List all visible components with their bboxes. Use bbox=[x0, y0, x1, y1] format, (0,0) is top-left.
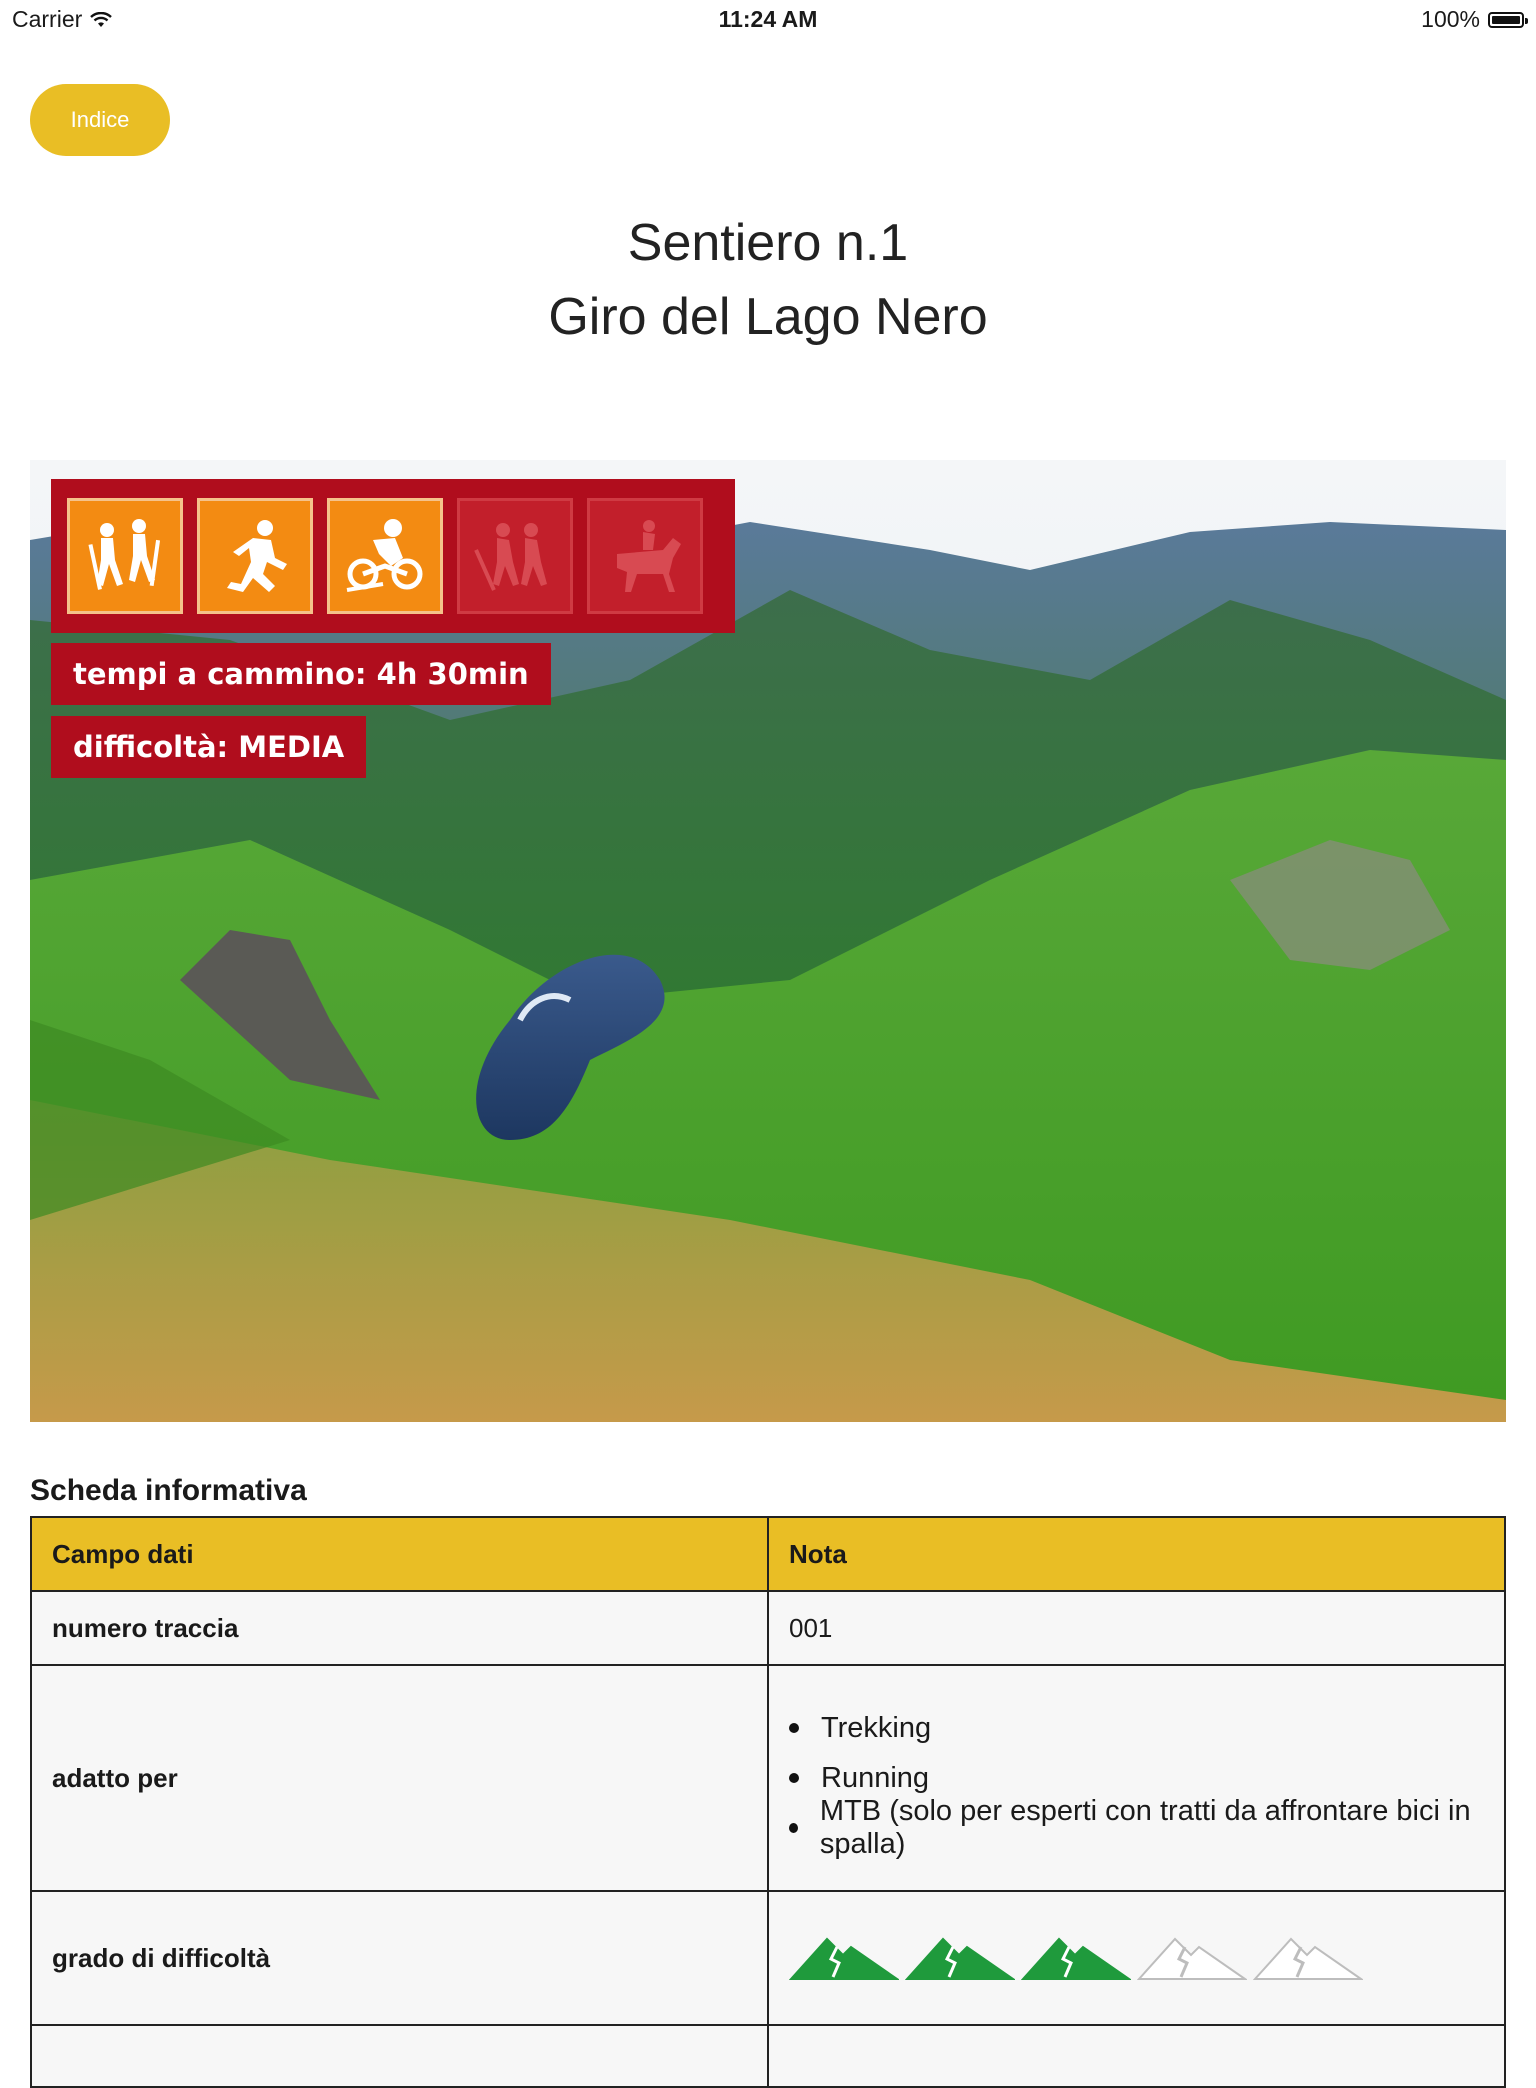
hikers-icon bbox=[67, 498, 183, 614]
trail-number: Sentiero n.1 bbox=[627, 214, 909, 272]
mountain-bike-icon bbox=[327, 498, 443, 614]
row-key: adatto per bbox=[31, 1665, 768, 1891]
table-row bbox=[31, 1591, 1505, 1665]
header-field: Campo dati bbox=[31, 1517, 768, 1591]
runner-icon bbox=[197, 498, 313, 614]
list-item-label: Trekking bbox=[821, 1711, 932, 1744]
row-value bbox=[768, 2025, 1505, 2087]
table-row bbox=[31, 1891, 1505, 2025]
list-item-label: Running bbox=[821, 1761, 930, 1794]
activity-panel bbox=[51, 479, 735, 633]
trail-photo bbox=[30, 460, 1506, 1422]
section-title: Scheda informativa bbox=[30, 1474, 307, 1507]
mountain-icon-empty bbox=[1137, 1933, 1247, 1983]
difficulty-rating bbox=[789, 1933, 1484, 1983]
info-table bbox=[30, 1516, 1506, 2088]
carrier-label: Carrier bbox=[12, 6, 83, 32]
status-bar bbox=[0, 0, 1536, 40]
list-item bbox=[789, 1795, 1484, 1860]
table-header bbox=[31, 1517, 1505, 1591]
battery-indicator bbox=[1421, 6, 1524, 33]
trail-name: Giro del Lago Nero bbox=[548, 288, 988, 346]
row-key bbox=[31, 2025, 768, 2087]
nordic-walking-icon bbox=[457, 498, 573, 614]
mountain-icon-filled bbox=[905, 1933, 1015, 1983]
table-row bbox=[31, 1665, 1505, 1891]
row-value bbox=[768, 1665, 1505, 1891]
mountain-icon-filled bbox=[789, 1933, 899, 1983]
walking-time-badge: tempi a cammino: 4h 30min bbox=[51, 643, 551, 705]
list-item-label: MTB (solo per esperti con tratti da affrontare bici in spalla) bbox=[819, 1795, 1471, 1860]
page-title bbox=[0, 206, 1536, 354]
row-value: 001 bbox=[768, 1591, 1505, 1665]
list-item bbox=[789, 1703, 1484, 1753]
row-key: grado di difficoltà bbox=[31, 1891, 768, 2025]
table-row bbox=[31, 2025, 1505, 2087]
row-value bbox=[768, 1891, 1505, 2025]
battery-icon bbox=[1488, 12, 1524, 28]
horse-riding-icon bbox=[587, 498, 703, 614]
activity-list bbox=[789, 1703, 1484, 1860]
mountain-icon-filled bbox=[1021, 1933, 1131, 1983]
status-time: 11:24 AM bbox=[718, 6, 818, 32]
mountain-icon-empty bbox=[1253, 1933, 1363, 1983]
header-note: Nota bbox=[768, 1517, 1505, 1591]
index-button[interactable]: Indice bbox=[30, 84, 170, 156]
difficulty-badge: difficoltà: MEDIA bbox=[51, 716, 366, 778]
row-key: numero traccia bbox=[31, 1591, 768, 1665]
battery-percent: 100% bbox=[1421, 6, 1480, 32]
